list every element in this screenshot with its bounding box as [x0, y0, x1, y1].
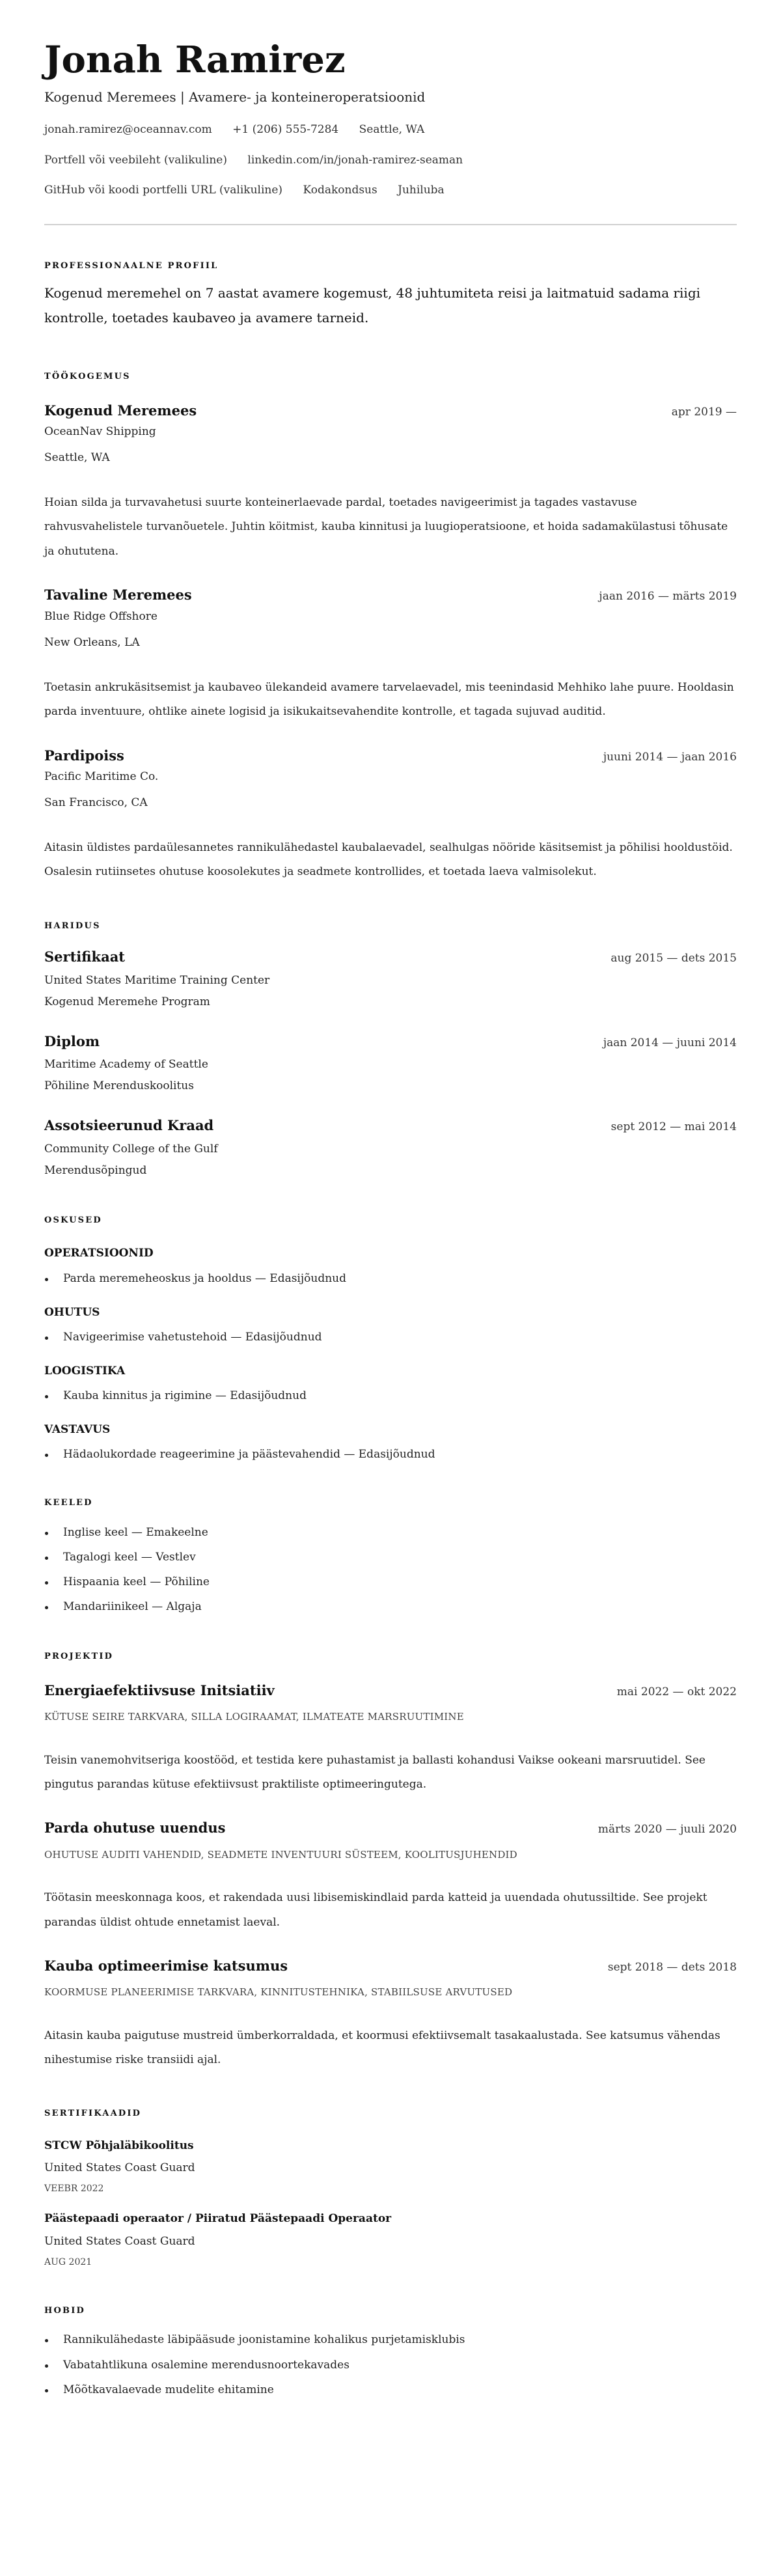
section-title-certifications: SERTIFIKAADID	[44, 2109, 142, 2119]
education-entry	[44, 948, 737, 1008]
company-name: OceanNav Shipping	[44, 424, 156, 438]
education-dates: sept 2012 — mai 2014	[610, 1120, 737, 1134]
profile-section	[44, 261, 737, 330]
languages-list	[44, 1525, 737, 1614]
header-divider	[44, 224, 737, 225]
job-location: New Orleans, LA	[44, 635, 140, 649]
languages-section	[44, 1498, 737, 1614]
education-dates: aug 2015 — dets 2015	[610, 952, 737, 965]
project-title: Energiaefektiivsuse Initsiatiiv	[44, 1682, 275, 1698]
education-entry	[44, 1116, 737, 1177]
field-of-study: Kogenud Meremehe Program	[44, 995, 210, 1008]
company-name: Blue Ridge Offshore	[44, 609, 158, 623]
project-description: Töötasin meeskonnaga koos, et rakendada uusi libisemiskindlaid parda katteid ja uuendada ohutussiltide. See projekt parandas üldist ohtude ennetamist laeval.	[44, 1891, 707, 1929]
project-description: Teisin vanemohvitseriga koostööd, et testida kere puhastamist ja ballasti kohandusi Vaikse ookeani marsruutidel. See pingutus parandas kütuse efektiivsust praktiliste optimeeringutega.	[44, 1753, 706, 1791]
skill-category: VASTAVUS	[44, 1422, 111, 1436]
project-dates: sept 2018 — dets 2018	[607, 1960, 737, 1974]
certification-date: VEEBR 2022	[44, 2183, 104, 2195]
certification-entry	[44, 2211, 737, 2267]
skill-group-compliance	[44, 1422, 737, 1461]
job-location: San Francisco, CA	[44, 796, 148, 809]
profile-summary: Kogenud meremehel on 7 aastat avamere kogemust, 48 juhtumiteta reisi ja laitmatuid sadama riigi kontrolle, toetades kaubaveo ja avamere tarneid.	[44, 285, 701, 325]
phone-number[interactable]: +1 (206) 555-7284	[232, 122, 339, 136]
hobby-item: Vabatahtlikuna osalemine merendusnoortekavades	[44, 2358, 737, 2372]
project-tech-stack: KOORMUSE PLANEERIMISE TARKVARA, KINNITUSTEHNIKA, STABIILSUSE ARVUTUSED	[44, 1986, 513, 1999]
certification-issuer: United States Coast Guard	[44, 2161, 195, 2175]
language-item: Mandariinikeel — Algaja	[44, 1600, 737, 1614]
skill-category: OHUTUS	[44, 1305, 100, 1319]
drivers-license: Juhiluba	[398, 184, 445, 197]
job-title: Kogenud Meremees	[44, 402, 197, 419]
job-description: Toetasin ankrukäsitsemist ja kaubaveo ülekandeid avamere tarvelaevadel, mis teenindasid Mehhiko lahe puure. Hooldasin parda inventuure, ohtlike ainete logisid ja isikukaitsevahendite kontrolle, et tagada sujuvad auditid.	[44, 680, 734, 719]
experience-section	[44, 372, 737, 885]
contact-line-1	[44, 122, 737, 137]
section-title-education: HARIDUS	[44, 921, 101, 931]
skill-item: Kauba kinnitus ja rigimine — Edasijõudnud	[44, 1389, 737, 1403]
field-of-study: Põhiline Merenduskoolitus	[44, 1079, 194, 1093]
skill-group-safety	[44, 1305, 737, 1344]
project-dates: mai 2022 — okt 2022	[616, 1685, 737, 1698]
school-name: Community College of the Gulf	[44, 1142, 218, 1156]
hobby-item: Rannikulähedaste läbipääsude joonistamine kohalikus purjetamisklubis	[44, 2333, 737, 2347]
skill-item: Navigeerimise vahetustehoid — Edasijõudnud	[44, 1330, 737, 1344]
certification-entry	[44, 2139, 737, 2195]
section-title-skills: OSKUSED	[44, 1215, 102, 1225]
project-tech-stack: OHUTUSE AUDITI VAHENDID, SEADMETE INVENTUURI SÜSTEEM, KOOLITUSJUHENDID	[44, 1848, 517, 1861]
field-of-study: Merendusõpingud	[44, 1163, 147, 1177]
project-entry	[44, 1682, 737, 1797]
section-title-experience: TÖÖKOGEMUS	[44, 372, 131, 381]
certification-issuer: United States Coast Guard	[44, 2234, 195, 2248]
job-dates: jaan 2016 — märts 2019	[599, 590, 737, 603]
degree-title: Assotsieerunud Kraad	[44, 1117, 214, 1134]
job-title: Tavaline Meremees	[44, 587, 192, 603]
section-title-languages: KEELED	[44, 1498, 93, 1508]
resume-header	[44, 40, 737, 198]
skill-group-logistics	[44, 1364, 737, 1403]
project-description: Aitasin kauba paigutuse mustreid ümberkorraldada, et koormusi efektiivsemalt tasakaalustada. See katsumus vähendas nihestumise riske transiidi ajal.	[44, 2029, 720, 2067]
project-dates: märts 2020 — juuli 2020	[597, 1823, 737, 1836]
section-title-projects: PROJEKTID	[44, 1652, 114, 1662]
job-dates: apr 2019 —	[671, 405, 737, 419]
candidate-name: Jonah Ramirez	[44, 38, 346, 81]
location: Seattle, WA	[359, 122, 425, 136]
hobbies-section	[44, 2306, 737, 2397]
company-name: Pacific Maritime Co.	[44, 769, 159, 783]
certifications-section	[44, 2109, 737, 2267]
certification-name: STCW Põhjaläbikoolitus	[44, 2139, 194, 2153]
github-link[interactable]: GitHub või koodi portfelli URL (valikuline)	[44, 184, 283, 197]
certification-name: Päästepaadi operaator / Piiratud Päästepaadi Operaator	[44, 2212, 392, 2226]
contact-line-3	[44, 183, 737, 198]
education-entry	[44, 1032, 737, 1093]
certification-date: AUG 2021	[44, 2256, 92, 2267]
skill-category: OPERATSIOONID	[44, 1247, 154, 1260]
experience-entry	[44, 402, 737, 564]
job-location: Seattle, WA	[44, 450, 110, 464]
job-description: Aitasin üldistes pardaülesannetes rannikulähedastel kaubalaevadel, sealhulgas nööride käsitsemist ja põhilisi hooldustöid. Osalesin rutiinsetes ohutuse koosolekutes ja seadmete kontrollides, et toetada laeva valmisolekut.	[44, 841, 733, 879]
project-title: Kauba optimeerimise katsumus	[44, 1957, 288, 1974]
candidate-headline: Kogenud Meremees | Avamere- ja konteineroperatsioonid	[44, 89, 426, 105]
skill-category: LOOGISTIKA	[44, 1364, 126, 1378]
skill-group-operations	[44, 1246, 737, 1285]
degree-title: Diplom	[44, 1032, 100, 1049]
skill-item: Hädaolukordade reageerimine ja päästevahendid — Edasijõudnud	[44, 1447, 737, 1461]
experience-entry	[44, 747, 737, 885]
skills-section	[44, 1215, 737, 1461]
school-name: United States Maritime Training Center	[44, 973, 270, 987]
contact-line-2	[44, 153, 737, 168]
language-item: Inglise keel — Emakeelne	[44, 1525, 737, 1540]
experience-entry	[44, 586, 737, 724]
school-name: Maritime Academy of Seattle	[44, 1058, 208, 1072]
language-item: Hispaania keel — Põhiline	[44, 1575, 737, 1589]
skill-item: Parda meremeheoskus ja hooldus — Edasijõudnud	[44, 1271, 737, 1286]
language-item: Tagalogi keel — Vestlev	[44, 1550, 737, 1564]
projects-section	[44, 1652, 737, 2072]
portfolio-link[interactable]: Portfell või veebileht (valikuline)	[44, 153, 227, 167]
project-entry	[44, 1957, 737, 2073]
project-entry	[44, 1819, 737, 1935]
section-title-hobbies: HOBID	[44, 2305, 85, 2316]
degree-title: Sertifikaat	[44, 949, 126, 965]
email-link[interactable]: jonah.ramirez@oceannav.com	[44, 122, 212, 136]
job-description: Hoian silda ja turvavahetusi suurte konteinerlaevade pardal, toetades navigeerimist ja tagades vastavuse rahvusvahelistele turvanõuetele. Juhtin köitmist, kauba kinnitusi ja luugioperatsioone, et hoida sadamakülastusi tõhusate ja ohututena.	[44, 496, 728, 558]
project-title: Parda ohutuse uuendus	[44, 1820, 226, 1836]
job-title: Pardipoiss	[44, 747, 124, 764]
education-dates: jaan 2014 — juuni 2014	[603, 1036, 737, 1049]
project-tech-stack: KÜTUSE SEIRE TARKVARA, SILLA LOGIRAAMAT, ILMATEATE MARSRUUTIMINE	[44, 1711, 464, 1723]
section-title-profile: PROFESSIONAALNE PROFIIL	[44, 261, 219, 271]
education-section	[44, 921, 737, 1178]
hobby-item: Mõõtkavalaevade mudelite ehitamine	[44, 2383, 737, 2397]
citizenship: Kodakondsus	[303, 184, 377, 197]
hobbies-list	[44, 2333, 737, 2396]
linkedin-link[interactable]: linkedin.com/in/jonah-ramirez-seaman	[247, 153, 463, 167]
job-dates: juuni 2014 — jaan 2016	[603, 750, 737, 764]
